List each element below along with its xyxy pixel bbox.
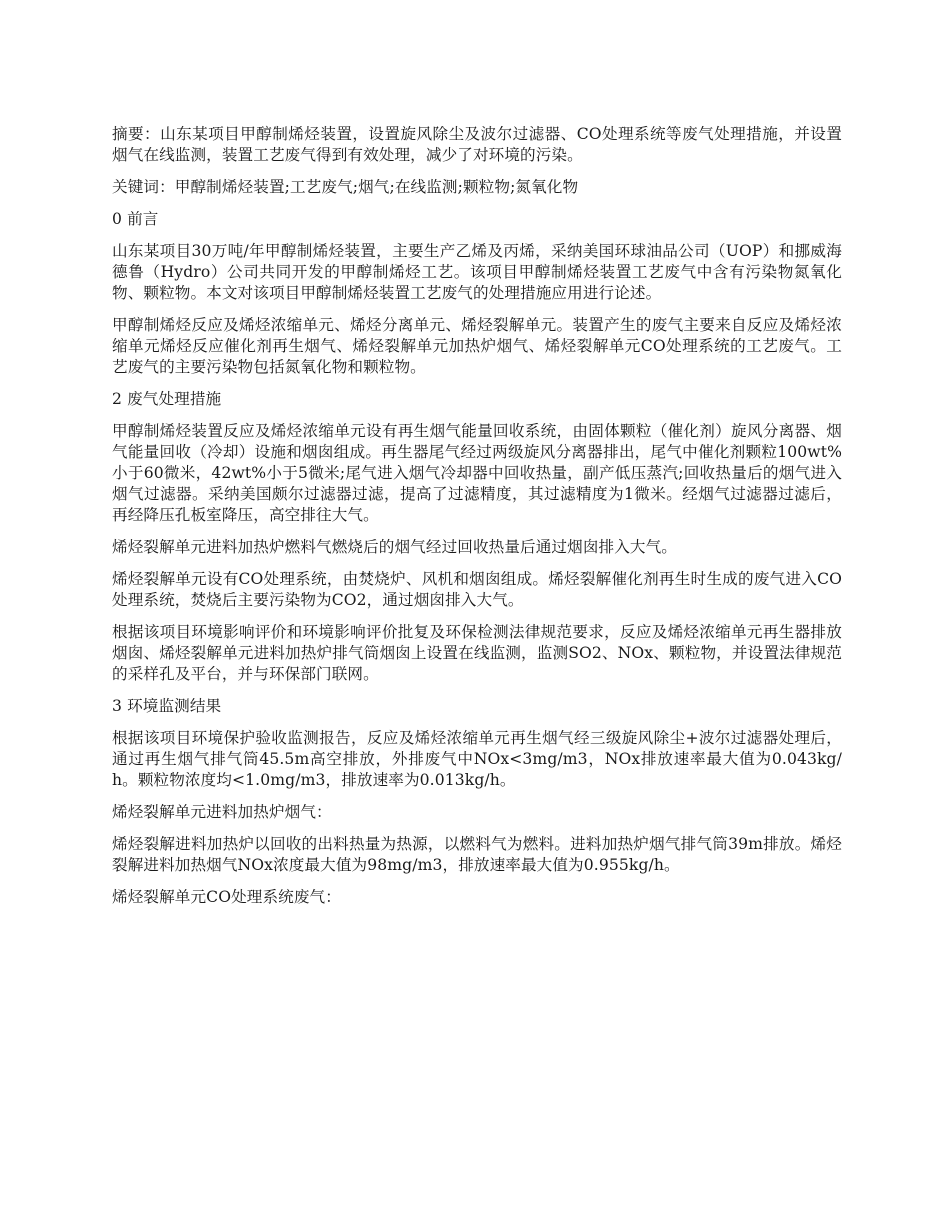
abstract-paragraph: 摘要：山东某项目甲醇制烯烃装置，设置旋风除尘及波尔过滤器、CO处理系统等废气处理措施，并设置烟气在线监测，装置工艺废气得到有效处理，减少了对环境的污染。 bbox=[112, 125, 842, 164]
body-paragraph: 烯烃裂解单元进料加热炉烟气： bbox=[112, 803, 332, 821]
body-paragraph: 烯烃裂解进料加热炉以回收的出料热量为热源，以燃料气为燃料。进料加热炉烟气排气筒39m排放。烯烃裂解进料加热烟气NOx浓度最大值为98mg/m3，排放速率最大值为0.955kg/h。 bbox=[112, 835, 842, 874]
body-paragraph: 烯烃裂解单元设有CO处理系统，由焚烧炉、风机和烟囱组成。烯烃裂解催化剂再生时生成的废气进入CO处理系统，焚烧后主要污染物为CO2，通过烟囱排入大气。 bbox=[112, 570, 842, 609]
body-paragraph: 烯烃裂解单元进料加热炉燃料气燃烧后的烟气经过回收热量后通过烟囱排入大气。 bbox=[112, 538, 677, 556]
body-paragraph: 山东某项目30万吨/年甲醇制烯烃装置，主要生产乙烯及丙烯，采纳美国环球油品公司（UOP）和挪威海德鲁（Hydro）公司共同开发的甲醇制烯烃工艺。该项目甲醇制烯烃装置工艺废气中含有污染物氮氧化物、颗粒物。本文对该项目甲醇制烯烃装置工艺废气的处理措施应用进行论述。 bbox=[112, 242, 842, 302]
keywords-paragraph: 关键词：甲醇制烯烃装置;工艺废气;烟气;在线监测;颗粒物;氮氧化物 bbox=[112, 178, 579, 196]
section-heading-treatment: 2 废气处理措施 bbox=[112, 390, 222, 408]
body-paragraph: 甲醇制烯烃反应及烯烃浓缩单元、烯烃分离单元、烯烃裂解单元。装置产生的废气主要来自反应及烯烃浓缩单元烯烃反应催化剂再生烟气、烯烃裂解单元加热炉烟气、烯烃裂解单元CO处理系统的工艺废气。工艺废气的主要污染物包括氮氧化物和颗粒物。 bbox=[112, 316, 842, 376]
body-paragraph: 烯烃裂解单元CO处理系统废气： bbox=[112, 888, 341, 906]
document-body bbox=[112, 124, 842, 919]
section-heading-introduction: 0 前言 bbox=[112, 210, 159, 228]
body-paragraph: 根据该项目环境影响评价和环境影响评价批复及环保检测法律规范要求，反应及烯烃浓缩单元再生器排放烟囱、烯烃裂解单元进料加热炉排气筒烟囱上设置在线监测，监测SO2、NOx、颗粒物，并设置法律规范的采样孔及平台，并与环保部门联网。 bbox=[112, 623, 842, 683]
section-heading-monitoring: 3 环境监测结果 bbox=[112, 697, 222, 715]
body-paragraph: 根据该项目环境保护验收监测报告，反应及烯烃浓缩单元再生烟气经三级旋风除尘+波尔过滤器处理后，通过再生烟气排气筒45.5m高空排放，外排废气中NOx<3mg/m3，NOx排放速率最大值为0.043kg/h。颗粒物浓度均<1.0mg/m3，排放速率为0.013kg/h。 bbox=[112, 729, 842, 789]
body-paragraph: 甲醇制烯烃装置反应及烯烃浓缩单元设有再生烟气能量回收系统，由固体颗粒（催化剂）旋风分离器、烟气能量回收（冷却）设施和烟囱组成。再生器尾气经过两级旋风分离器排出，尾气中催化剂颗粒100wt%小于60微米，42wt%小于5微米;尾气进入烟气冷却器中回收热量，副产低压蒸汽;回收热量后的烟气进入烟气过滤器。采纳美国颇尔过滤器过滤，提高了过滤精度，其过滤精度为1微米。经烟气过滤器过滤后，再经降压孔板室降压，高空排往大气。 bbox=[112, 422, 842, 524]
